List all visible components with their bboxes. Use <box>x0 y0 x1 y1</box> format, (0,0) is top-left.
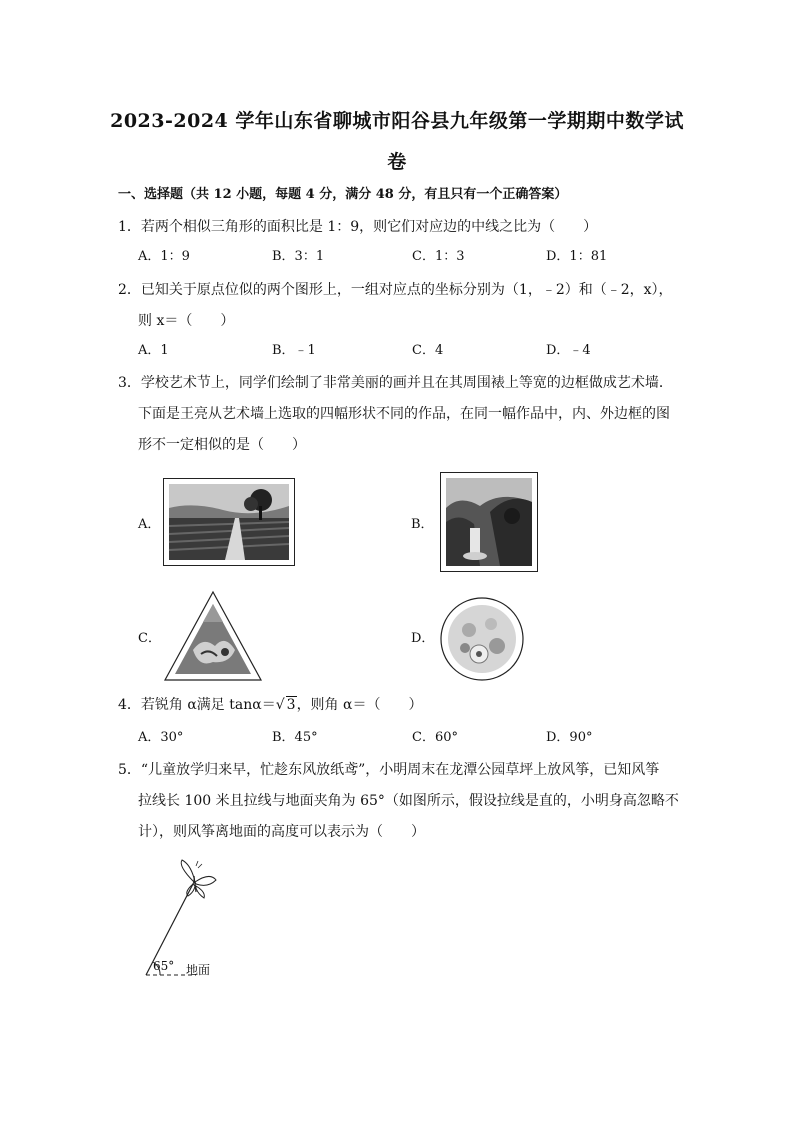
q4-stem-pre: 4．若锐角 α满足 tanα＝ <box>118 697 276 713</box>
doc-title-line2: 卷 <box>387 151 407 173</box>
q1-stem: 1．若两个相似三角形的面积比是 1：9，则它们对应边的中线之比为（ ） <box>118 219 598 235</box>
doc-title-line1: 2023-2024 学年山东省聊城市阳谷县九年级第一学期期中数学试 <box>110 110 684 132</box>
q1-option-a: A．1：9 <box>138 249 190 264</box>
q3-picture-a-landscape <box>163 478 295 570</box>
q3-stem-line1: 3．学校艺术节上，同学们绘制了非常美丽的画并且在其周围裱上等宽的边框做成艺术墙． <box>118 375 673 391</box>
ground-label: 地面 <box>186 963 211 977</box>
q3-label-b: B． <box>411 517 434 532</box>
q5-stem-line3: 计），则风筝离地面的高度可以表示为（ ） <box>138 824 425 840</box>
sqrt-symbol: √ 3 <box>275 697 296 713</box>
q5-stem-line2: 拉线长 100 米且拉线与地面夹角为 65°（如图所示，假设拉线是直的，小明身高忽略不 <box>138 793 679 809</box>
q4-option-c: C．60° <box>412 730 458 745</box>
q3-stem-line3: 形不一定相似的是（ ） <box>138 437 306 453</box>
q3-picture-d-circle <box>439 596 525 686</box>
q3-label-a: A． <box>138 517 161 532</box>
q3-stem-line2: 下面是王亮从艺术墙上选取的四幅形状不同的作品，在同一幅作品中，内、外边框的图 <box>138 406 670 422</box>
q4-option-b: B．45° <box>272 730 318 745</box>
q4-option-a: A．30° <box>138 730 184 745</box>
angle-label: 65° <box>153 959 175 973</box>
section-heading: 一、选择题（共 12 小题，每题 4 分，满分 48 分，有且只有一个正确答案） <box>118 187 568 202</box>
q4-option-d: D．90° <box>546 730 593 745</box>
butterfly-kite-icon <box>181 860 216 898</box>
q4-stem <box>118 695 422 715</box>
q2-option-c: C．4 <box>412 343 444 358</box>
q2-option-d: D．﹣4 <box>546 343 591 358</box>
q3-picture-b-waterfall <box>440 472 538 576</box>
q1-option-b: B．3：1 <box>272 249 325 264</box>
q2-stem-line2: 则 x＝（ ） <box>138 313 235 329</box>
q3-picture-c-triangle <box>163 590 263 686</box>
q3-label-c: C． <box>138 631 161 646</box>
q2-stem-line1: 2．已知关于原点位似的两个图形上，一组对应点的坐标分别为（1，﹣2）和（﹣2，x）， <box>118 282 673 298</box>
q1-option-c: C．1：3 <box>412 249 465 264</box>
sqrt-radicand: 3 <box>286 697 296 713</box>
q1-option-d: D．1：81 <box>546 249 608 264</box>
q5-stem-line1: 5．“儿童放学归来早，忙趁东风放纸鸢”，小明周末在龙潭公园草坪上放风筝，已知风筝 <box>118 762 660 778</box>
q3-label-d: D． <box>411 631 435 646</box>
q2-option-a: A．1 <box>138 343 169 358</box>
q4-stem-post: ，则角 α＝（ ） <box>296 697 423 713</box>
q2-option-b: B．﹣1 <box>272 343 316 358</box>
